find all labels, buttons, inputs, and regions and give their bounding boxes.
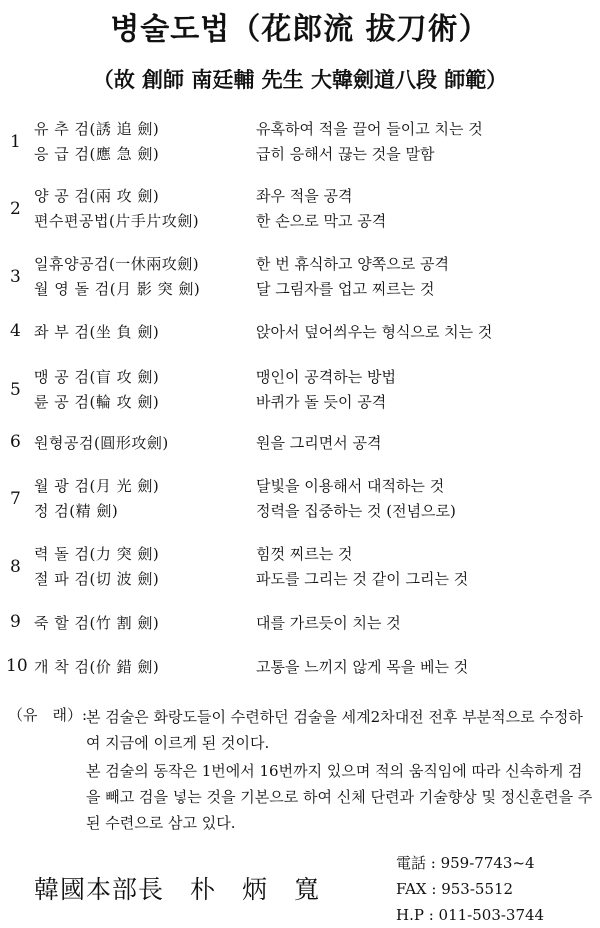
technique-line [34,278,594,302]
technique-desc: 고통을 느끼지 않게 목을 베는 것 [256,658,469,676]
technique-desc: 유혹하여 적을 끌어 들이고 치는 것 [256,120,483,138]
technique-line [34,656,594,680]
technique-name: 정 검(精 劍) [34,502,119,520]
technique-desc: 원을 그리면서 공격 [256,434,382,452]
technique-number: 4 [10,321,21,341]
technique-number: 2 [10,199,21,219]
technique-line [34,210,594,234]
technique-number: 9 [10,612,21,632]
technique-name: 맹 공 검(盲 攻 劍) [34,368,160,386]
technique-name: 력 돌 검(力 突 劍) [34,545,160,563]
technique-name: 절 파 검(切 波 劍) [34,570,160,588]
technique-line [34,568,594,592]
technique-name: 편수편공법(片手片攻劍) [34,212,200,230]
technique-line [34,143,594,167]
technique-desc: 한 번 휴식하고 양쪽으로 공격 [256,255,449,273]
technique-line [34,612,594,636]
technique-desc: 힘껏 찌르는 것 [256,545,353,563]
technique-desc: 맹인이 공격하는 방법 [256,368,396,386]
technique-line [34,391,594,415]
technique-desc: 정력을 집중하는 것 (전념으로) [256,502,456,520]
technique-name: 원형공검(圓形攻劍) [34,434,169,452]
technique-number: 10 [6,656,28,676]
mobile-number: H.P : 011-503-3744 [396,906,545,924]
technique-name: 좌 부 검(坐 負 劍) [34,323,160,341]
technique-number: 1 [10,132,21,152]
technique-number: 5 [10,380,21,400]
technique-number: 7 [10,489,21,509]
origin-label: （유 래）: [8,706,88,724]
technique-name: 일휴양공검(一休兩攻劍) [34,255,200,273]
fax-number: FAX : 953-5512 [396,880,514,898]
page-subtitle: （故 創師 南廷輔 先生 大韓劍道八段 師範） [92,67,508,92]
technique-name: 죽 할 검(竹 割 劍) [34,614,160,632]
technique-line [34,185,594,209]
technique-line [34,475,594,499]
technique-line [34,543,594,567]
technique-number: 3 [10,267,21,287]
technique-line [34,321,594,345]
technique-name: 양 공 검(兩 攻 劍) [34,187,160,205]
technique-line [34,253,594,277]
origin-paragraph-1: 본 검술은 화랑도들이 수련하던 검술을 세계2차대전 전후 부분적으로 수정하여 지금에 이르게 된 것이다. [86,708,583,752]
director-name: 韓國本部長 朴 炳 寬 [34,875,321,904]
technique-line [34,432,594,456]
technique-number: 8 [10,557,21,577]
technique-name: 개 착 검(价 錯 劍) [34,658,160,676]
technique-line [34,366,594,390]
technique-desc: 달 그림자를 업고 찌르는 것 [256,280,435,298]
origin-paragraph-2: 본 검술의 동작은 1번에서 16번까지 있으며 적의 움직임에 따라 신속하게 검을 빼고 검을 넣는 것을 기본으로 하여 신체 단련과 기술향상 및 정신훈련을 주된 수련으로 삼고 있다. [86,762,593,832]
technique-desc: 한 손으로 막고 공격 [256,212,387,230]
technique-desc: 대를 가르듯이 치는 것 [256,614,401,632]
technique-desc: 앉아서 덮어씌우는 형식으로 치는 것 [256,323,493,341]
technique-desc: 급히 응해서 끊는 것을 말함 [256,145,435,163]
technique-number: 6 [10,432,21,452]
page-title: 병술도법（花郎流 拔刀術） [110,12,490,47]
technique-desc: 바퀴가 돌 듯이 공격 [256,393,387,411]
technique-line [34,118,594,142]
technique-name: 륜 공 검(輪 攻 劍) [34,393,160,411]
technique-name: 유 추 검(誘 追 劍) [34,120,160,138]
technique-desc: 파도를 그리는 것 같이 그리는 것 [256,570,469,588]
phone-number: 電話 : 959-7743~4 [396,854,535,872]
technique-line [34,500,594,524]
contact-info [396,850,544,928]
technique-name: 응 급 검(應 急 劍) [34,145,160,163]
technique-name: 월 영 돌 검(月 影 突 劍) [34,280,201,298]
technique-name: 월 광 검(月 光 劍) [34,477,160,495]
technique-desc: 달빛을 이용해서 대적하는 것 [256,477,445,495]
technique-desc: 좌우 적을 공격 [256,187,353,205]
